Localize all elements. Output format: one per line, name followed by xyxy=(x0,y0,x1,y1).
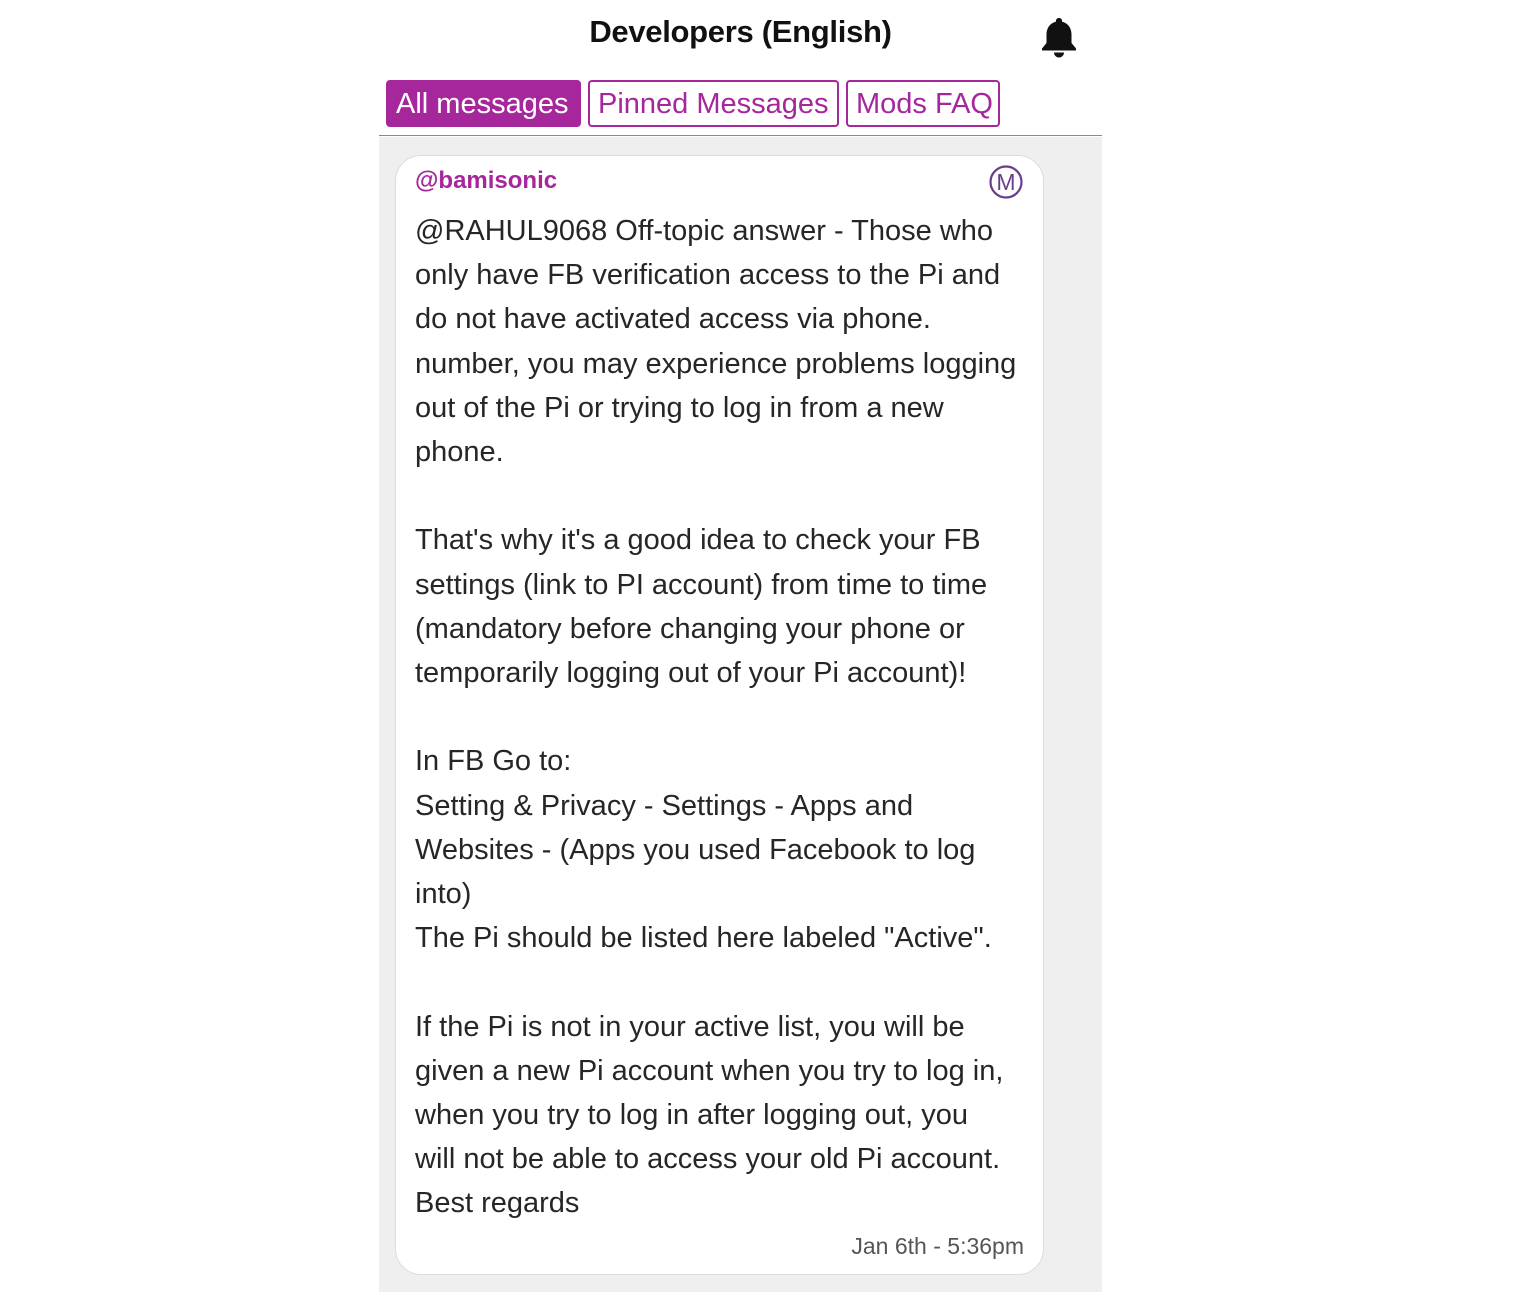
message-timestamp: Jan 6th - 5:36pm xyxy=(851,1233,1024,1259)
moderator-badge-icon xyxy=(989,165,1023,199)
message-card xyxy=(395,155,1044,1275)
message-feed[interactable] xyxy=(379,137,1102,1292)
message-body: @RAHUL9068 Off-topic answer - Those who only have FB verification access to the Pi and do not have activated access via phone. number, you may experience problems logging out of the Pi or trying to log in from a new phone. That's why it's a good idea to check your FB settings (link to PI account) from time to time (mandatory before changing your phone or temporarily logging out of your Pi account)! In FB Go to: Setting & Privacy - Settings - Apps and Websites - (Apps you used Facebook to log into) The Pi should be listed here labeled "Active". If the Pi is not in your active list, you will be given a new Pi account when you try to log in, when you try to log in after logging out, you will not be able to access your old Pi account. Best regards xyxy=(415,215,1017,1220)
tab-mods-faq[interactable]: Mods FAQ xyxy=(846,80,1000,127)
message-author[interactable]: @bamisonic xyxy=(415,167,558,194)
bell-icon[interactable] xyxy=(1039,15,1079,59)
channel-title: Developers (English) xyxy=(589,14,892,49)
channel-tabs xyxy=(379,72,1102,136)
tab-pinned-messages[interactable]: Pinned Messages xyxy=(588,80,839,127)
tab-all-messages[interactable]: All messages xyxy=(386,80,581,127)
channel-header xyxy=(379,0,1102,72)
chat-app xyxy=(379,0,1102,1292)
moderator-badge-letter: M xyxy=(996,169,1016,195)
